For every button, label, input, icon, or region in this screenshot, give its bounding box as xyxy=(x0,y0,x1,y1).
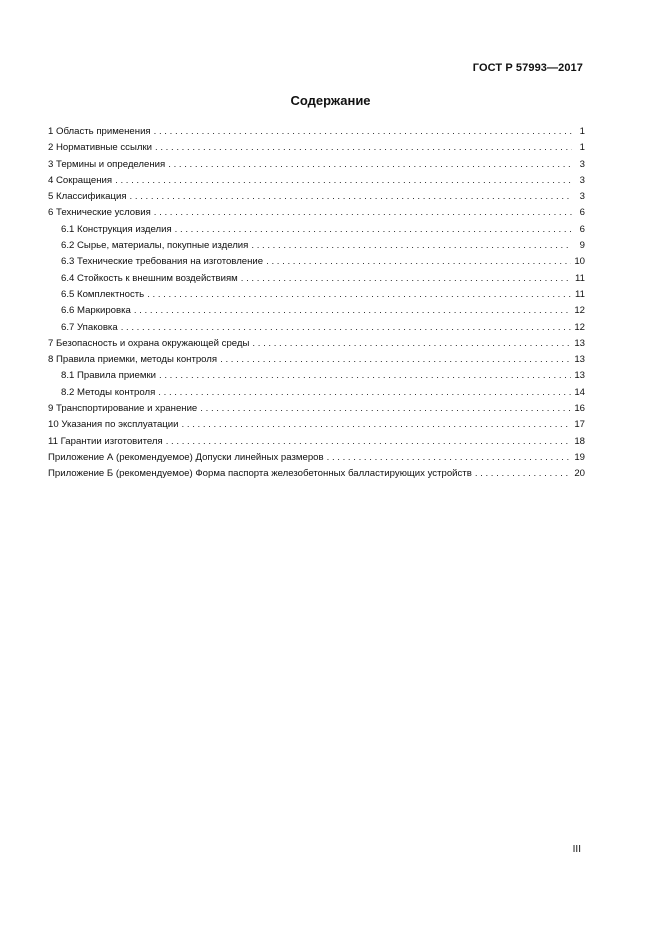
toc-dot-leader xyxy=(154,205,572,221)
toc-entry-page: 10 xyxy=(574,256,585,268)
toc-entry-page: 13 xyxy=(574,370,585,382)
toc-entry-page: 3 xyxy=(579,174,585,186)
toc-entry-text: 7 Безопасность и охрана окружающей среды xyxy=(48,337,250,349)
toc-entry-page: 1 xyxy=(579,142,585,154)
toc-entry-page: 20 xyxy=(574,468,585,480)
toc-entry[interactable] xyxy=(48,401,585,417)
toc-entry[interactable] xyxy=(48,157,585,173)
toc-entry[interactable] xyxy=(48,124,585,140)
toc-dot-leader xyxy=(115,173,572,189)
toc-entry-text: 9 Транспортирование и хранение xyxy=(48,403,198,415)
toc-entry-page: 13 xyxy=(574,354,585,366)
toc-entry-page: 11 xyxy=(575,272,585,284)
toc-entry-page: 12 xyxy=(574,305,585,317)
toc-dot-leader xyxy=(159,368,571,384)
toc-entry-page: 16 xyxy=(574,403,585,415)
toc-dot-leader xyxy=(220,352,571,368)
toc-dot-leader xyxy=(168,157,572,173)
toc-entry[interactable] xyxy=(48,173,585,189)
toc-entry[interactable] xyxy=(48,140,585,156)
toc-entry-text: 6.6 Маркировка xyxy=(61,305,131,317)
toc-entry-text: 8.2 Методы контроля xyxy=(61,386,156,398)
toc-entry[interactable] xyxy=(48,222,585,238)
toc-entry-text: 8 Правила приемки, методы контроля xyxy=(48,354,218,366)
toc-entry-text: 1 Область применения xyxy=(48,126,151,137)
toc-entry-text: 6.5 Комплектность xyxy=(61,288,145,300)
toc-entry[interactable] xyxy=(48,205,585,221)
toc-entry-text: 11 Гарантии изготовителя xyxy=(48,435,163,447)
toc-entry[interactable] xyxy=(48,450,585,466)
toc-dot-leader xyxy=(121,320,572,336)
toc-entry-page: 6 xyxy=(579,207,585,219)
page-number: III xyxy=(572,844,581,855)
toc-entry[interactable] xyxy=(48,368,585,384)
toc-entry[interactable] xyxy=(48,434,585,450)
toc-dot-leader xyxy=(200,401,571,417)
toc-entry-page: 3 xyxy=(579,158,585,170)
toc-entry[interactable] xyxy=(48,189,585,205)
toc-dot-leader xyxy=(147,287,572,303)
toc-entry[interactable] xyxy=(48,336,585,352)
toc-entry-text: 8.1 Правила приемки xyxy=(61,370,157,382)
toc-entry-page: 13 xyxy=(574,337,585,349)
toc-dot-leader xyxy=(475,466,572,482)
toc-entry-page: 3 xyxy=(579,191,585,203)
toc-dot-leader xyxy=(327,450,572,466)
toc-dot-leader xyxy=(130,189,572,205)
toc-entry-page: 19 xyxy=(574,451,585,463)
toc-dot-leader xyxy=(158,385,571,401)
toc-entry-page: 11 xyxy=(575,288,585,300)
toc-entry-text: 5 Классификация xyxy=(48,191,127,203)
toc-entry-text: 2 Нормативные ссылки xyxy=(48,142,153,154)
toc-entry[interactable] xyxy=(48,352,585,368)
toc-entry[interactable] xyxy=(48,385,585,401)
toc-entry-page: 12 xyxy=(574,321,585,333)
toc-entry-page: 14 xyxy=(574,386,585,398)
toc-entry[interactable] xyxy=(48,320,585,336)
toc-entry-text: Приложение Б (рекомендуемое) Форма паспорта железобетонных балластирующих устройств xyxy=(48,468,472,480)
toc-dot-leader xyxy=(182,417,572,433)
toc-entry-page: 17 xyxy=(574,419,585,431)
toc-entry-text: 6.3 Технические требования на изготовление xyxy=(61,256,264,268)
toc-entry-text: 6.7 Упаковка xyxy=(61,321,118,333)
toc-entry-page: 1 xyxy=(579,126,585,137)
toc-entry-page: 18 xyxy=(574,435,585,447)
toc-dot-leader xyxy=(251,238,572,254)
toc-dot-leader xyxy=(155,140,572,156)
toc-dot-leader xyxy=(252,336,571,352)
toc-entry[interactable] xyxy=(48,271,585,287)
document-standard-number: ГОСТ Р 57993—2017 xyxy=(472,62,583,74)
toc-entry[interactable] xyxy=(48,417,585,433)
toc-dot-leader xyxy=(166,434,572,450)
toc-entry-text: 6.1 Конструкция изделия xyxy=(61,223,172,235)
toc-entry-page: 6 xyxy=(579,223,585,235)
toc-dot-leader xyxy=(134,303,571,319)
toc-dot-leader xyxy=(175,222,572,238)
toc-entry[interactable] xyxy=(48,238,585,254)
toc-entry[interactable] xyxy=(48,303,585,319)
toc-entry-text: 10 Указания по эксплуатации xyxy=(48,419,179,431)
table-of-contents xyxy=(48,124,585,483)
toc-entry[interactable] xyxy=(48,287,585,303)
toc-title: Содержание xyxy=(290,93,371,108)
toc-entry-text: 3 Термины и определения xyxy=(48,158,166,170)
toc-entry[interactable] xyxy=(48,254,585,270)
toc-entry-text: 6 Технические условия xyxy=(48,207,151,219)
toc-entry-text: 6.4 Стойкость к внешним воздействиям xyxy=(61,272,238,284)
toc-dot-leader xyxy=(266,254,571,270)
toc-dot-leader xyxy=(241,271,572,287)
toc-entry-text: 4 Сокращения xyxy=(48,174,113,186)
toc-dot-leader xyxy=(154,124,572,140)
toc-entry[interactable] xyxy=(48,466,585,482)
toc-entry-text: 6.2 Сырье, материалы, покупные изделия xyxy=(61,240,249,252)
toc-entry-text: Приложение А (рекомендуемое) Допуски линейных размеров xyxy=(48,451,324,463)
toc-entry-page: 9 xyxy=(579,240,585,252)
